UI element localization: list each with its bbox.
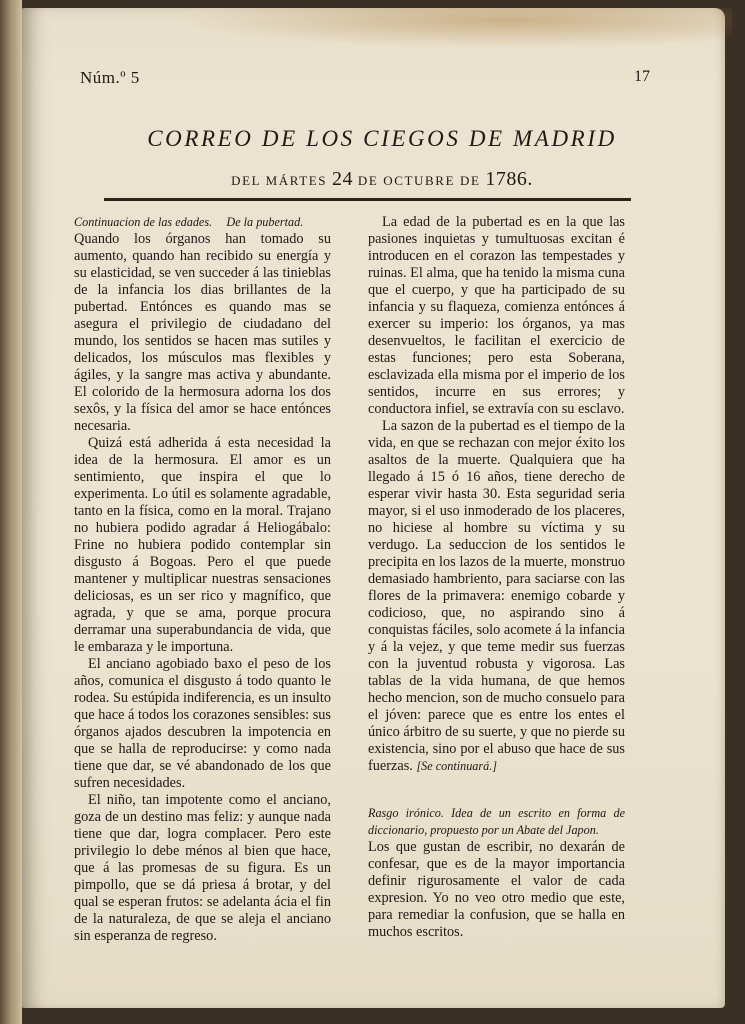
paragraph: La edad de la pubertad es en la que las pasiones inquietas y tumultuosas excitan é introducen en el corazon las tempestades y ruinas. El alma, que ha tenido la misma cuna que el cuerpo, y que ha participado de su infancia y su flaqueza, comienza entónces á exercer su imperio: los órganos, ya mas desenvueltos, le facilitan el exercicio de estas funciones; pero esta Soberana, esclavizada ella misma por el imperio de los sentidos, incurre en sus errores; y conductora infiel, se extravía con su esclavo. xyxy=(368,214,625,417)
masthead-title: CORREO DE LOS CIEGOS DE MADRID xyxy=(147,126,617,151)
issue-date xyxy=(102,168,662,191)
date-weekday: DEL MÁRTES xyxy=(231,173,328,188)
rubric-text: Rasgo irónico. Idea de un escrito en forma de diccionario, propuesto por un Abate del Japon. xyxy=(368,806,625,837)
left-column xyxy=(74,214,331,945)
paragraph: El niño, tan impotente como el anciano, goza de un destino mas feliz: y aunque nada tiene que dar, logra complacer. Pero este privilegio lo debe ménos al bien que hace, que á las promesas de su figura. Es un pimpollo, que se dá priesa á brotar, y del qual se esperan frutos: se adelanta ácia el fin de la naturaleza, de que se aleja el anciano sin esperanza de regreso. xyxy=(74,792,331,944)
issue-number: Núm.º 5 xyxy=(80,68,140,87)
paragraph xyxy=(368,418,625,775)
paragraph: Quizá está adherida á esta necesidad la idea de la hermosura. El amor es un sentimiento, que inspira el que lo experimenta. Lo útil es solamente agradable, tanto en la física, como en la moral. Trajano no hubiera podido agradar á Heliogábalo: Frine no hubiera podido contemplar sin disgusto á Bogoas. Pero el que puede mantener y multiplicar nuestras sensaciones deliciosas, es un ser rico y magnífico, que agrada, y que se ama, porque procura derramar una superabundancia de vida, que le embaraza y le importuna. xyxy=(74,435,331,655)
article-rubric xyxy=(368,805,625,839)
rubric-subtitle: De la pubertad. xyxy=(226,215,304,229)
paragraph: Los que gustan de escribir, no dexarán de confesar, que es de la mayor importancia definir rigurosamente el valor de cada expresion. Yo no veo otro medio que este, para remediar la confusion, que se halla en muchos escritos. xyxy=(368,839,625,940)
date-month: DE OCTUBRE DE xyxy=(357,173,481,188)
header-rule xyxy=(104,198,631,201)
page-number: 17 xyxy=(634,68,650,85)
paragraph: El anciano agobiado baxo el peso de los años, comunica el disgusto á todo quanto le rodea. Su estúpida indiferencia, es un insulto que hace á todos los corazones sensibles: sus órganos ajados descubren la impotencia en que se halla de reproducirse: y como nada tiene que dar, se vé abandonado de los que sufren necesidades. xyxy=(74,656,331,791)
date-day: 24 xyxy=(332,168,353,190)
newspaper-page xyxy=(22,8,725,1008)
paragraph-text: La sazon de la pubertad es el tiempo de la vida, en que se rechazan con mejor éxito los asaltos de la muerte. Qualquiera que ha llegado á 15 ó 16 años, tiene derecho de esperar vivir hasta 30. Esta seguridad seria mayor, si el uso inmoderado de los placeres, no hiciese al hombre su víctima y su verdugo. La seduccion de los sentidos le precipita en los lazos de la muerte, monstruo demasiado hambriento, para saciarse con las flores de la primavera: enemigo cobarde y codicioso, que, no aspirando sino á conquistas fáciles, solo acomete á la infancia y á la vejez, y que teme medir sus fuerzas con la juventud robusta y vigorosa. Las tablas de la vida humana, de que hemos hecho mencion, son de mucho consuelo para el jóven: parece que es entre los entes el único árbitro de su suerte, y que no pierde su existencia, sino por el abuso que hace de sus fuerzas. xyxy=(368,418,625,774)
right-column xyxy=(368,214,625,941)
paper-stain xyxy=(172,8,732,48)
continued-note: [Se continuará.] xyxy=(416,759,498,773)
book-spine-edge xyxy=(0,0,22,1024)
section-gap xyxy=(368,775,625,805)
rubric-title: Continuacion de las edades. xyxy=(74,215,213,229)
paragraph: Quando los órganos han tomado su aumento, quando han recibido su energía y su elasticidad, se ven succeder á las tinieblas de la infancia los dias brillantes de la pubertad. Entónces es quando mas se asegura el privilegio de ciudadano del mundo, los sentidos se hacen mas sutiles y delicados, los músculos mas flexibles y ágiles, y la sangre mas activa y abundante. El colorido de la hermosura adorna los dos sexôs, y la física del amor se hace entónces necesaria. xyxy=(74,231,331,434)
date-year: 1786. xyxy=(485,168,533,190)
article-rubric xyxy=(74,214,331,231)
